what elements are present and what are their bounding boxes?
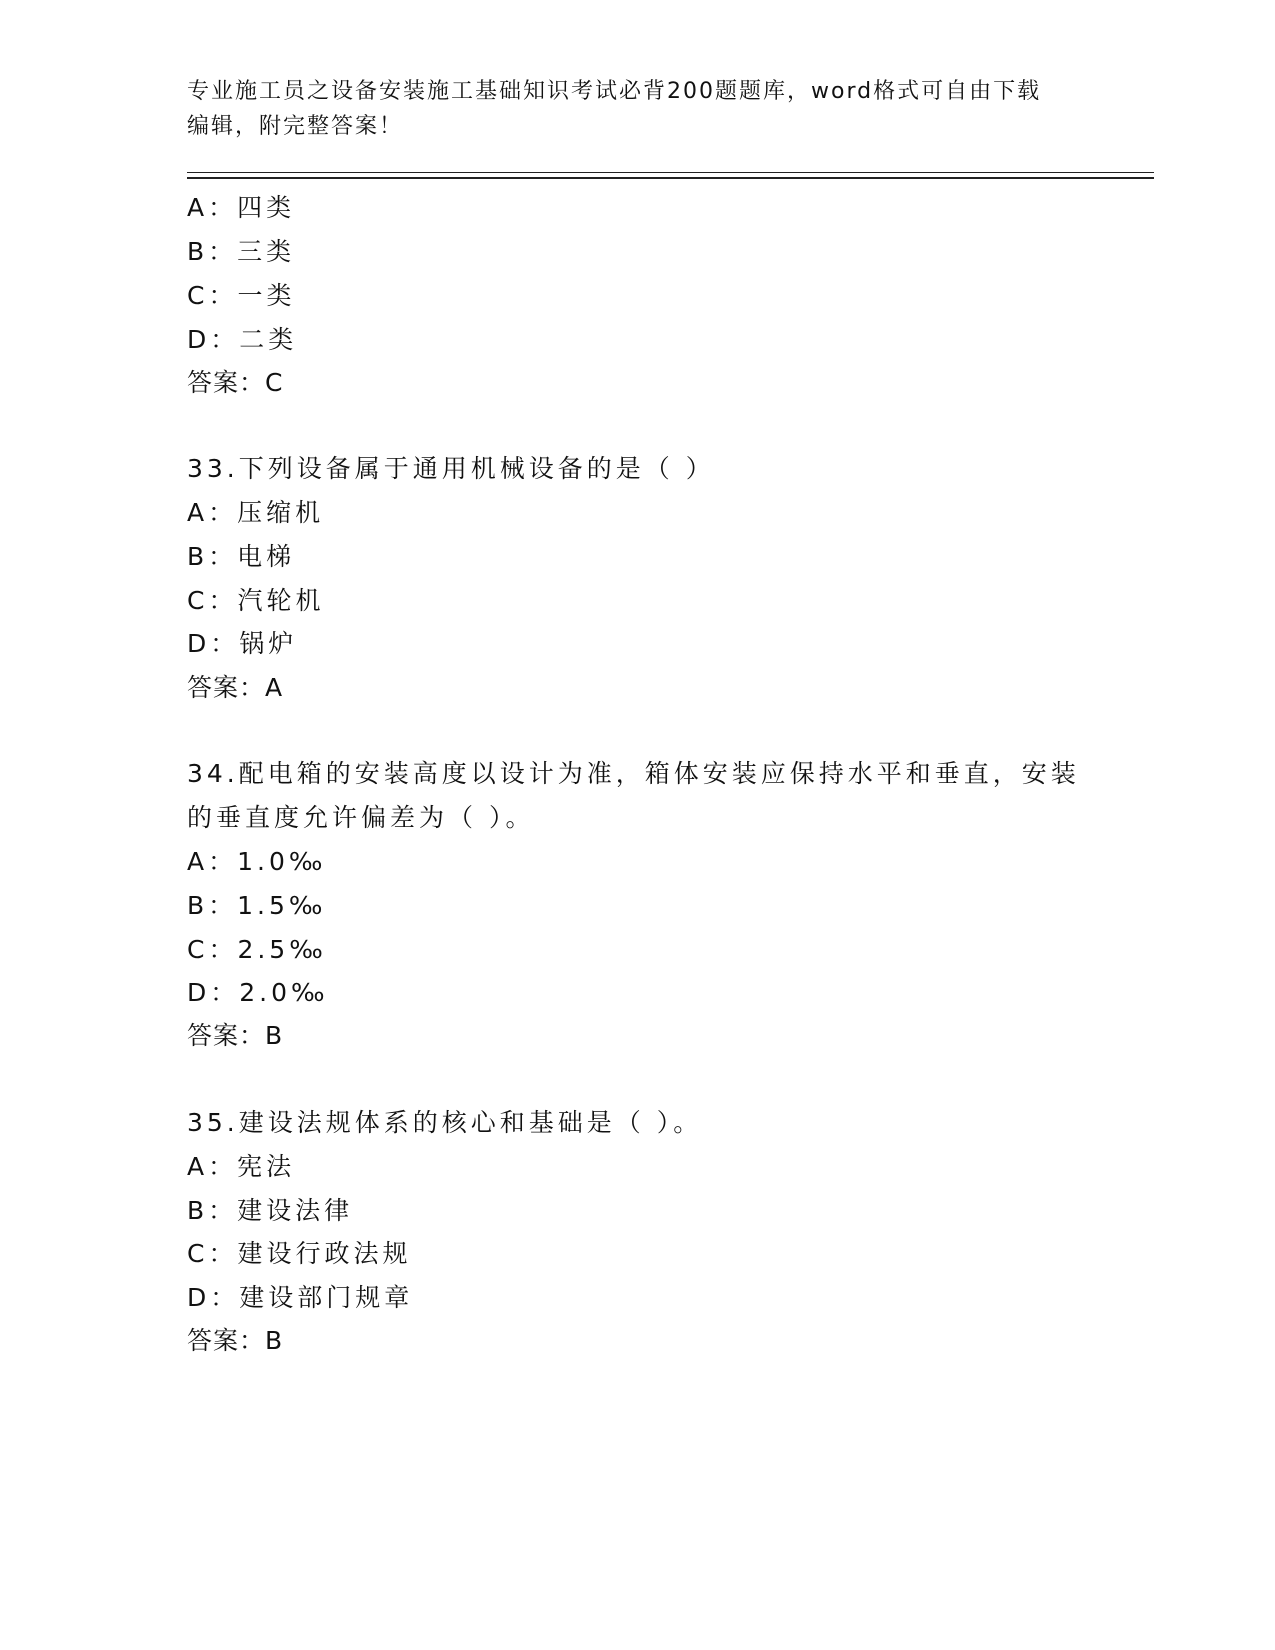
q33-option-b: B：电梯 xyxy=(187,542,296,571)
q35-option-d: D：建设部门规章 xyxy=(187,1283,414,1312)
document-header xyxy=(187,74,1087,144)
q34-option-d: D：2.0‰ xyxy=(187,978,329,1007)
q35-option-b: B：建设法律 xyxy=(187,1196,354,1225)
q33-option-d: D：锅炉 xyxy=(187,629,298,658)
q32-option-b: B：三类 xyxy=(187,237,296,266)
q33-option-a: A：压缩机 xyxy=(187,498,325,527)
q33-option-c: C：汽轮机 xyxy=(187,586,325,615)
header-line-1: 专业施工员之设备安装施工基础知识考试必背200题题库，word格式可自由下载 xyxy=(187,79,1042,104)
q34-option-b: B：1.5‰ xyxy=(187,891,327,920)
q34-option-c: C：2.5‰ xyxy=(187,935,327,964)
q34-option-a: A：1.0‰ xyxy=(187,847,327,876)
q32-answer: 答案：C xyxy=(187,368,284,397)
header-rule-thin xyxy=(187,172,1154,173)
q35-option-c: C：建设行政法规 xyxy=(187,1239,412,1268)
q34-stem-line-1: 34.配电箱的安装高度以设计为准，箱体安装应保持水平和垂直，安装 xyxy=(187,759,1080,788)
q35-answer: 答案：B xyxy=(187,1326,284,1355)
q33-answer: 答案：A xyxy=(187,673,284,702)
q34-stem-line-2: 的垂直度允许偏差为（ ）。 xyxy=(187,803,535,832)
q32-option-a: A：四类 xyxy=(187,193,296,222)
q35-stem: 35.建设法规体系的核心和基础是（ ）。 xyxy=(187,1108,703,1137)
q32-option-c: C：一类 xyxy=(187,281,296,310)
q33-stem: 33.下列设备属于通用机械设备的是（ ） xyxy=(187,454,715,483)
q34-answer: 答案：B xyxy=(187,1021,284,1050)
q32-option-d: D：二类 xyxy=(187,325,298,354)
q35-option-a: A：宪法 xyxy=(187,1152,296,1181)
header-rule-thick xyxy=(187,177,1154,179)
header-line-2: 编辑，附完整答案！ xyxy=(187,114,404,139)
